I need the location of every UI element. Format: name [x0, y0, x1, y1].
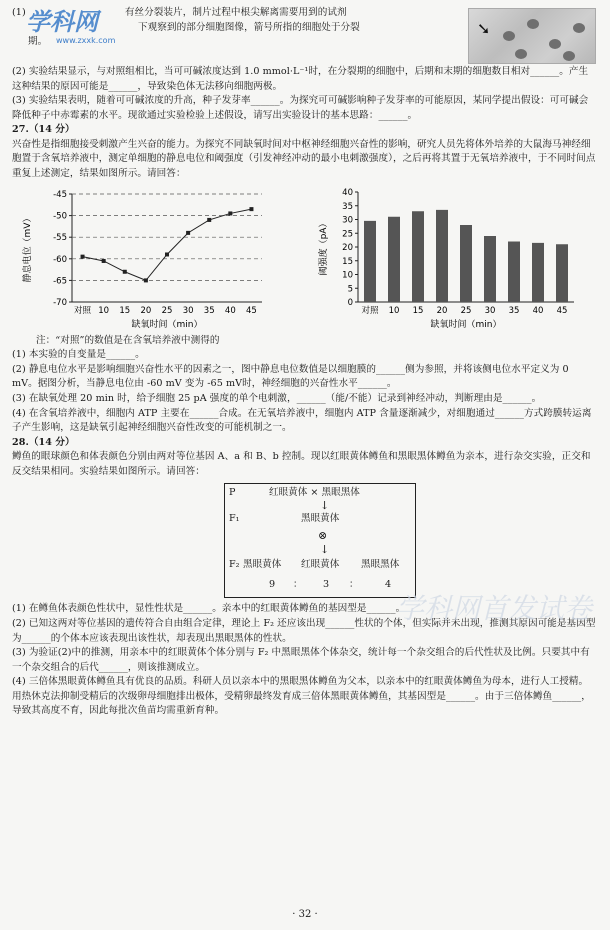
watermark-brand: 学科网	[26, 8, 98, 36]
ratio-c: 4	[385, 579, 392, 591]
y-tick-label: 40	[342, 187, 353, 198]
ratio-colon: ：	[349, 579, 359, 591]
resting-potential-chart	[12, 184, 312, 334]
q27-part4: (4) 在含氧培养液中，细胞内 ATP 主要在______合成。在无氧培养液中，细胞内 ATP 含量逐渐减少，对细胞通过______方式跨膜转运离子产生影响，这是缺氧引起神经细胞兴奋性改变的可能机制之一。	[12, 407, 592, 434]
q26-top	[12, 6, 596, 64]
q28-header: 28.（14 分）	[12, 436, 75, 448]
f2-label: F₂	[229, 559, 240, 571]
x-tick-label: 45	[556, 305, 568, 316]
bar	[412, 211, 424, 302]
q28-part2: (2) 已知这两对等位基因的遗传符合自由组合定律，理论上 F₂ 还应该出现______性状的个体，但实际并未出现，推测其原因可能是基因型为______的个体本应该表现出该性状，却表现出黑眼黑体的性状。	[12, 617, 596, 644]
f2-phenotype-a: 黑眼黄体	[243, 559, 282, 571]
arrow-down-icon: ↓	[320, 499, 330, 513]
cross-diagram	[224, 483, 416, 598]
bar	[484, 236, 496, 302]
q28-part4: (4) 三倍体黑眼黄体鳟鱼具有优良的品质。科研人员以亲本中的黑眼黑体鳟鱼为父本，以亲本中的红眼黄体鳟鱼为母本，进行人工授精。用热休克法抑制受精后的次级卵母细胞排出极体，受精卵最终发育成三倍体黑眼黄体鳟鱼，其基因型是______。由于三倍体鳟鱼______，导致其高度不育，因此每批次鱼苗均需重新育种。	[12, 676, 591, 717]
f2-phenotype-c: 黑眼黑体	[361, 559, 400, 571]
q27-part2: (2) 静息电位水平是影响细胞兴奋性水平的因素之一，图中静息电位数值是以细胞膜的______侧为参照，并将该侧电位水平定义为 0 mV。据图分析，当静息电位由 -60 mV 变为 -65 mV时，神经细胞的兴奋性水平______。	[12, 363, 569, 390]
x-tick-label: 20	[140, 305, 152, 316]
q26-line1d: 期。	[28, 36, 48, 48]
x-tick-label: 30	[484, 305, 496, 316]
x-tick-label: 25	[161, 305, 173, 316]
bar	[436, 210, 448, 302]
y-axis-label: 阈强度（pA）	[319, 218, 329, 276]
q27-intro: 兴奋性是指细胞接受刺激产生兴奋的能力。为探究不同缺氧时间对中枢神经细胞兴奋性的影响，研究人员先将体外培养的大鼠海马神经细胞置于含氧培养液中，测定单细胞的静息电位和阈强度（引发神经冲动的最小电刺激强度），之后再将其置于无氧培养液中，于不同时间点重复上述测定，结果如图所示。请回答：	[12, 138, 596, 180]
y-tick-label: 10	[342, 270, 353, 281]
q28-part1: (1) 在鳟鱼体表颜色性状中，显性性状是______。亲本中的红眼黄体鳟鱼的基因型是______。	[12, 603, 406, 615]
q26-line1a: (1)	[12, 7, 29, 18]
p-text: 红眼黄体 × 黑眼黑体	[269, 487, 360, 499]
data-point	[144, 278, 148, 282]
ratio-b: 3	[323, 579, 330, 591]
series-line	[83, 209, 252, 280]
y-tick-label: -70	[53, 297, 67, 308]
y-tick-label: -55	[53, 232, 67, 243]
data-point	[186, 231, 190, 235]
x-axis-label: 缺氧时间（min）	[131, 319, 203, 330]
data-point	[207, 218, 211, 222]
data-point	[102, 259, 106, 263]
y-tick-label: 25	[342, 228, 353, 239]
bar	[388, 216, 400, 301]
y-tick-label: 35	[342, 201, 353, 212]
data-point	[228, 211, 232, 215]
bar	[556, 244, 568, 302]
q27-header: 27.（14 分）	[12, 124, 75, 136]
y-tick-label: 0	[347, 297, 353, 308]
bar	[364, 221, 376, 302]
q26-line1c: 下观察到的部分细胞图像，箭号所指的细胞处于分裂	[138, 21, 360, 33]
q26-top-text	[12, 6, 462, 64]
self-cross-symbol: ⊗	[318, 529, 328, 543]
x-tick-label: 25	[460, 305, 472, 316]
q26-part2: (2) 实验结果显示，与对照组相比，当可可碱浓度达到 1.0 mmol·L⁻¹时，在分裂期的细胞中，后期和末期的细胞数目相对______。产生这种结果的原因可能是______，导致染色体无法移向细胞两极。	[12, 66, 589, 92]
q26-line1b: 有丝分裂装片，制片过程中根尖解离需要用到的试剂	[124, 7, 347, 18]
y-tick-label: -65	[53, 276, 67, 287]
y-tick-label: -60	[53, 254, 67, 265]
x-tick-label: 40	[532, 305, 544, 316]
f1-text: 黑眼黄体	[301, 513, 340, 525]
f1-label: F₁	[229, 513, 240, 525]
q27-part3: (3) 在缺氧处理 20 min 时，给予细胞 25 pA 强度的单个电刺激，______（能/不能）记录到神经冲动，判断理由是______。	[12, 392, 542, 404]
bar	[460, 225, 472, 302]
y-tick-label: 15	[342, 256, 353, 267]
x-tick-label: 30	[182, 305, 194, 316]
q27-part1: (1) 本实验的自变量是______。	[12, 349, 145, 361]
ratio-colon: ：	[293, 579, 303, 591]
bar	[508, 241, 520, 302]
y-tick-label: 5	[347, 283, 353, 294]
x-tick-label: 10	[388, 305, 400, 316]
p-label: P	[229, 487, 236, 499]
data-point	[249, 207, 253, 211]
x-axis-label: 缺氧时间（min）	[430, 319, 502, 330]
x-tick-label: 15	[412, 305, 424, 316]
arrow-icon: ➘	[477, 19, 491, 38]
micrograph-image	[468, 8, 596, 64]
threshold-chart	[312, 184, 582, 334]
x-tick-label: 20	[436, 305, 448, 316]
y-tick-label: 20	[342, 242, 353, 253]
x-tick-label: 10	[98, 305, 110, 316]
f2-phenotype-b: 红眼黄体	[301, 559, 340, 571]
q28-part3: (3) 为验证(2)中的推测，用亲本中的红眼黄体个体分别与 F₂ 中黑眼黑体个体杂交，统计每一个杂交组合的后代性状及比例。只要其中有一个杂交组合的后代______，则该推测成立。	[12, 647, 590, 673]
x-tick-label: 对照	[361, 305, 379, 316]
y-tick-label: -45	[53, 189, 67, 200]
x-tick-label: 35	[508, 305, 520, 316]
arrow-down-icon: ↓	[320, 543, 330, 557]
page-number: · 32 ·	[292, 908, 318, 920]
q27-charts	[12, 184, 596, 334]
watermark-url: www.zxxk.com	[56, 36, 116, 46]
x-tick-label: 40	[224, 305, 236, 316]
x-tick-label: 45	[246, 305, 257, 316]
ratio-a: 9	[269, 579, 276, 591]
bar	[532, 243, 544, 302]
watermark-large: 学科网首发试卷	[396, 592, 593, 625]
q27-note: 注：“对照”的数值是在含氧培养液中测得的	[36, 334, 220, 346]
q28-intro: 鳟鱼的眼球颜色和体表颜色分别由两对等位基因 A、a 和 B、b 控制。现以红眼黄体鳟鱼和黑眼黑体鳟鱼为亲本，进行杂交实验，正交和反交结果相同。实验结果如图所示。请回答：	[12, 451, 591, 477]
data-point	[165, 252, 169, 256]
q26-part3: (3) 实验结果表明，随着可可碱浓度的升高，种子发芽率______。为探究可可碱影响种子发芽率的可能原因，某同学提出假设：可可碱会降低种子中赤霉素的水平。现欲通过实验检验上述假设，请写出实验设计的基本思路：______。	[12, 95, 589, 121]
y-tick-label: 30	[342, 215, 353, 226]
y-axis-label: 静息电位（mV）	[23, 213, 33, 283]
x-tick-label: 对照	[74, 305, 92, 316]
data-point	[81, 254, 85, 258]
x-tick-label: 15	[119, 305, 131, 316]
y-tick-label: -50	[53, 211, 67, 222]
x-tick-label: 35	[203, 305, 215, 316]
data-point	[123, 269, 127, 273]
